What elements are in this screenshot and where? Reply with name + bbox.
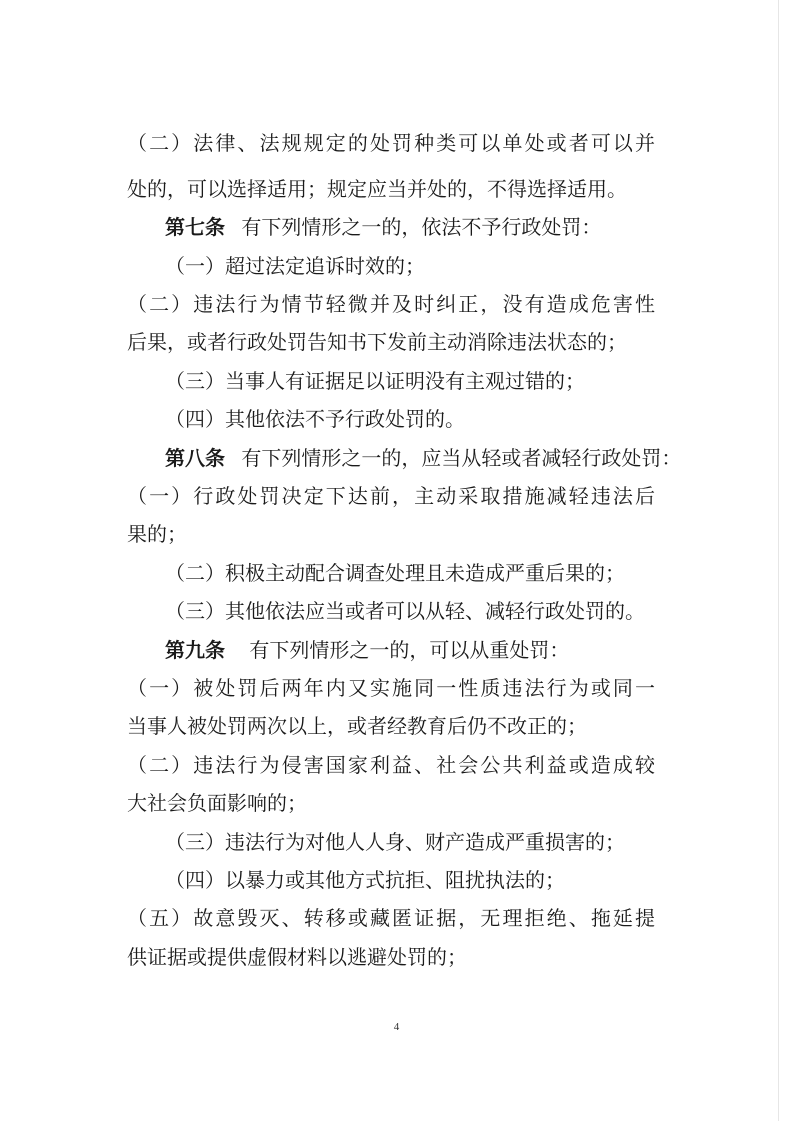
paragraph-line: （二）积极主动配合调查处理且未造成严重后果的；	[165, 561, 625, 585]
scan-edge-divider	[778, 0, 779, 1121]
paragraph-line: （一）行政处罚决定下达前，主动采取措施减轻违法后	[127, 484, 655, 508]
paragraph-line: （三）违法行为对他人人身、财产造成严重损害的；	[165, 830, 625, 854]
paragraph-line: （二）违法行为情节轻微并及时纠正，没有造成危害性	[127, 292, 655, 316]
paragraph-line: （二）法律、法规规定的处罚种类可以单处或者可以并	[127, 131, 655, 155]
paragraph-line: （三）其他依法应当或者可以从轻、减轻行政处罚的。	[165, 599, 645, 623]
paragraph-line: 大社会负面影响的；	[127, 791, 307, 815]
article-heading: 第七条	[165, 215, 225, 239]
paragraph-line: （一）超过法定追诉时效的；	[165, 254, 425, 278]
article-7-heading-line	[165, 215, 601, 239]
paragraph-line: 果的；	[127, 522, 187, 546]
paragraph-line: （二）违法行为侵害国家利益、社会公共利益或造成较	[127, 753, 655, 777]
paragraph-line: （三）当事人有证据足以证明没有主观过错的；	[165, 369, 585, 393]
article-heading: 第九条	[165, 638, 225, 662]
paragraph-line: 当事人被处罚两次以上，或者经教育后仍不改正的；	[127, 714, 587, 738]
paragraph-line: 后果，或者行政处罚告知书下发前主动消除违法状态的；	[127, 330, 627, 354]
paragraph-line: 供证据或提供虚假材料以逃避处罚的；	[127, 945, 467, 969]
page-number: 4	[393, 1021, 400, 1033]
paragraph-line: 处的，可以选择适用；规定应当并处的，不得选择适用。	[127, 177, 627, 201]
paragraph-line: （四）其他依法不予行政处罚的。	[165, 407, 465, 431]
paragraph-line: （五）故意毁灭、转移或藏匿证据，无理拒绝、拖延提	[127, 906, 655, 930]
article-text: 有下列情形之一的，依法不予行政处罚：	[241, 215, 602, 239]
article-9-heading-line	[165, 638, 569, 662]
paragraph-line: （一）被处罚后两年内又实施同一性质违法行为或同一	[127, 676, 655, 700]
paragraph-line: （四）以暴力或其他方式抗拒、阻扰执法的；	[165, 868, 565, 892]
article-text: 有下列情形之一的，可以从重处罚：	[249, 638, 570, 662]
article-heading: 第八条	[165, 446, 225, 470]
article-text: 有下列情形之一的，应当从轻或者减轻行政处罚：	[241, 446, 682, 470]
article-8-heading-line	[165, 446, 681, 470]
